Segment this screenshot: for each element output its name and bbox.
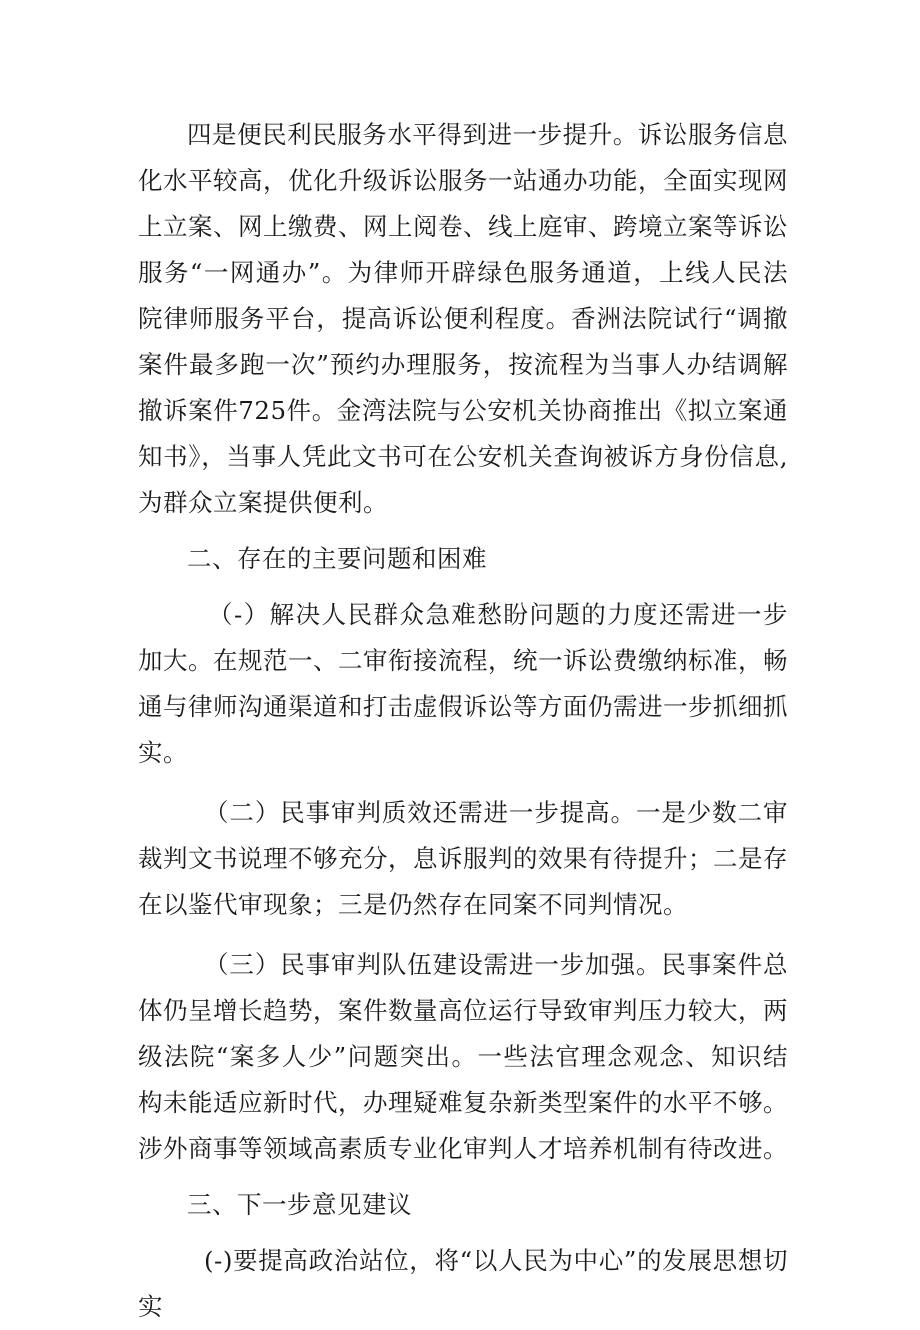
section-heading-suggestions: 三、下一步意见建议 <box>187 1190 412 1219</box>
paragraph-problem-2: （二）民事审判质效还需进一步提高。一是少数二审裁判文书说理不够充分，息诉服判的效果有待提升；二是存在以鉴代审现象；三是仍然存在同案不同判情况。 <box>138 798 788 919</box>
paragraph-problem-3: （三）民事审判队伍建设需进一步加强。民事案件总体仍呈增长趋势，案件数量高位运行导致审判压力较大，两级法院“案多人少”问题突出。一些法官理念观念、知识结构未能适应新时代，办理疑难复杂新类型案件的水平不够。涉外商事等领域高素质专业化审判人才培养机制有待改进。 <box>138 950 788 1163</box>
document-page <box>138 112 788 1330</box>
paragraph-problem-1: （-）解决人民群众急难愁盼问题的力度还需进一步加大。在规范一、二审衔接流程，统一诉讼费缴纳标准，畅通与律师沟通渠道和打击虚假诉讼等方面仍需进一步抓细抓实。 <box>138 600 788 767</box>
paragraph-suggestion-1: (-)要提高政治站位，将“以人民为中心”的发展思想切实 <box>138 1246 788 1321</box>
paragraph-service-improvement: 四是便民利民服务水平得到进一步提升。诉讼服务信息化水平较高，优化升级诉讼服务一站通办功能，全面实现网上立案、网上缴费、网上阅卷、线上庭审、跨境立案等诉讼服务“一网通办”。为律师开辟绿色服务通道，上线人民法院律师服务平台，提高诉讼便利程度。香洲法院试行“调撤案件最多跑一次”预约办理服务，按流程为当事人办结调解撤诉案件725件。金湾法院与公安机关协商推出《拟立案通知书》，当事人凭此文书可在公安机关查询被诉方身份信息,为群众立案提供便利。 <box>138 120 788 517</box>
section-heading-problems: 二、存在的主要问题和困难 <box>187 544 487 573</box>
